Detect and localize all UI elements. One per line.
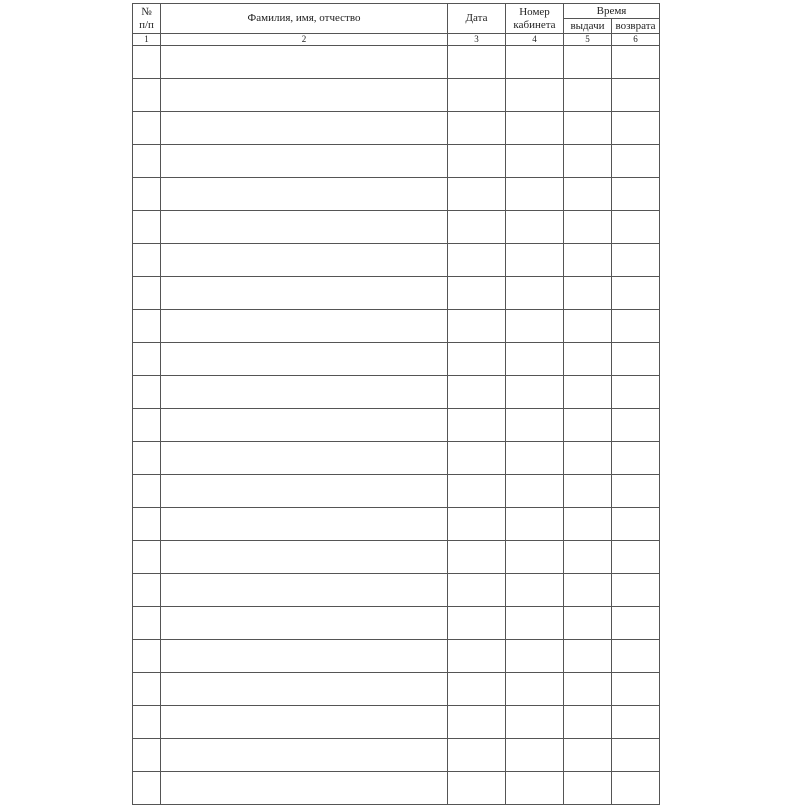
table-row [133, 145, 660, 178]
cell-room [506, 409, 564, 442]
cell-return-time [612, 739, 660, 772]
cell-full-name [161, 442, 448, 475]
table-row [133, 376, 660, 409]
cell-return-time [612, 79, 660, 112]
cell-date [448, 46, 506, 79]
cell-room [506, 640, 564, 673]
table-row [133, 607, 660, 640]
cell-issue-time [564, 739, 612, 772]
cell-date [448, 442, 506, 475]
header-name: Фамилия, имя, отчество [161, 4, 448, 34]
cell-issue-time [564, 508, 612, 541]
cell-return-time [612, 607, 660, 640]
cell-issue-time [564, 673, 612, 706]
cell-return-time [612, 46, 660, 79]
cell-full-name [161, 112, 448, 145]
cell-room [506, 79, 564, 112]
table-row [133, 739, 660, 772]
table-row [133, 673, 660, 706]
table-row [133, 211, 660, 244]
column-number: 1 [133, 34, 161, 46]
cell-date [448, 277, 506, 310]
cell-full-name [161, 343, 448, 376]
header-room-line2: кабинета [513, 18, 556, 31]
header-num-line2: п/п [139, 18, 154, 31]
cell-date [448, 79, 506, 112]
cell-room [506, 244, 564, 277]
cell-number [133, 79, 161, 112]
header-time-return: возврата [612, 19, 660, 34]
cell-full-name [161, 508, 448, 541]
cell-return-time [612, 409, 660, 442]
cell-issue-time [564, 475, 612, 508]
cell-room [506, 475, 564, 508]
cell-issue-time [564, 277, 612, 310]
cell-return-time [612, 211, 660, 244]
cell-number [133, 211, 161, 244]
cell-room [506, 343, 564, 376]
cell-number [133, 376, 161, 409]
cell-number [133, 607, 161, 640]
cell-date [448, 475, 506, 508]
cell-date [448, 706, 506, 739]
header-num [133, 4, 161, 34]
cell-full-name [161, 310, 448, 343]
cell-issue-time [564, 376, 612, 409]
cell-number [133, 706, 161, 739]
cell-full-name [161, 673, 448, 706]
cell-return-time [612, 640, 660, 673]
cell-full-name [161, 541, 448, 574]
table-row [133, 442, 660, 475]
cell-issue-time [564, 541, 612, 574]
table-row [133, 640, 660, 673]
cell-date [448, 244, 506, 277]
cell-date [448, 112, 506, 145]
cell-room [506, 145, 564, 178]
column-number: 5 [564, 34, 612, 46]
cell-return-time [612, 277, 660, 310]
cell-room [506, 508, 564, 541]
table-row [133, 79, 660, 112]
column-number: 2 [161, 34, 448, 46]
cell-issue-time [564, 409, 612, 442]
journal-table [132, 3, 660, 805]
cell-full-name [161, 244, 448, 277]
cell-issue-time [564, 574, 612, 607]
cell-full-name [161, 475, 448, 508]
cell-date [448, 739, 506, 772]
table-row [133, 310, 660, 343]
cell-room [506, 277, 564, 310]
cell-full-name [161, 145, 448, 178]
cell-room [506, 46, 564, 79]
cell-date [448, 310, 506, 343]
column-number: 3 [448, 34, 506, 46]
cell-full-name [161, 79, 448, 112]
cell-return-time [612, 541, 660, 574]
cell-date [448, 508, 506, 541]
cell-return-time [612, 475, 660, 508]
cell-date [448, 178, 506, 211]
cell-date [448, 376, 506, 409]
cell-return-time [612, 508, 660, 541]
cell-return-time [612, 706, 660, 739]
cell-return-time [612, 574, 660, 607]
table-row [133, 112, 660, 145]
table-row [133, 343, 660, 376]
cell-issue-time [564, 607, 612, 640]
cell-number [133, 343, 161, 376]
cell-number [133, 409, 161, 442]
cell-full-name [161, 178, 448, 211]
cell-number [133, 178, 161, 211]
cell-room [506, 112, 564, 145]
cell-number [133, 508, 161, 541]
cell-return-time [612, 244, 660, 277]
cell-number [133, 244, 161, 277]
cell-return-time [612, 145, 660, 178]
table-row [133, 475, 660, 508]
cell-issue-time [564, 46, 612, 79]
column-number: 6 [612, 34, 660, 46]
cell-issue-time [564, 145, 612, 178]
cell-date [448, 673, 506, 706]
cell-issue-time [564, 112, 612, 145]
cell-return-time [612, 376, 660, 409]
header-num-line1: № [141, 6, 152, 19]
cell-room [506, 310, 564, 343]
cell-date [448, 211, 506, 244]
header-time: Время [564, 4, 660, 19]
cell-number [133, 574, 161, 607]
cell-return-time [612, 442, 660, 475]
header-room [506, 4, 564, 34]
cell-number [133, 112, 161, 145]
cell-issue-time [564, 343, 612, 376]
table-row [133, 508, 660, 541]
cell-issue-time [564, 79, 612, 112]
cell-date [448, 343, 506, 376]
header-time-issue: выдачи [564, 19, 612, 34]
cell-room [506, 376, 564, 409]
cell-room [506, 442, 564, 475]
cell-return-time [612, 112, 660, 145]
cell-return-time [612, 343, 660, 376]
cell-room [506, 541, 564, 574]
cell-number [133, 739, 161, 772]
cell-full-name [161, 574, 448, 607]
cell-issue-time [564, 244, 612, 277]
table-row [133, 574, 660, 607]
table-row [133, 706, 660, 739]
cell-room [506, 607, 564, 640]
cell-return-time [612, 310, 660, 343]
cell-full-name [161, 376, 448, 409]
header-date: Дата [448, 4, 506, 34]
cell-number [133, 475, 161, 508]
cell-room [506, 706, 564, 739]
cell-full-name [161, 706, 448, 739]
cell-date [448, 607, 506, 640]
cell-issue-time [564, 211, 612, 244]
cell-number [133, 541, 161, 574]
cell-full-name [161, 277, 448, 310]
cell-room [506, 178, 564, 211]
cell-room [506, 673, 564, 706]
cell-number [133, 277, 161, 310]
table-row [133, 277, 660, 310]
table-row [133, 46, 660, 79]
cell-full-name [161, 409, 448, 442]
cell-room [506, 739, 564, 772]
column-number: 4 [506, 34, 564, 46]
cell-number [133, 145, 161, 178]
cell-full-name [161, 640, 448, 673]
table-row [133, 244, 660, 277]
cell-full-name [161, 46, 448, 79]
table-row [133, 178, 660, 211]
cell-number [133, 46, 161, 79]
cell-issue-time [564, 178, 612, 211]
cell-room [506, 211, 564, 244]
cell-date [448, 541, 506, 574]
cell-date [448, 574, 506, 607]
cell-issue-time [564, 442, 612, 475]
cell-number [133, 640, 161, 673]
column-number-row [133, 34, 660, 46]
cell-number [133, 310, 161, 343]
cell-number [133, 442, 161, 475]
cell-full-name [161, 739, 448, 772]
cell-room [506, 574, 564, 607]
header-row-top [133, 4, 660, 19]
cell-issue-time [564, 310, 612, 343]
cell-number [133, 673, 161, 706]
cell-full-name [161, 607, 448, 640]
cell-issue-time [564, 706, 612, 739]
table-row [133, 541, 660, 574]
cell-date [448, 409, 506, 442]
header-room-line1: Номер [519, 6, 550, 19]
cell-full-name [161, 211, 448, 244]
table-row [133, 409, 660, 442]
cell-date [448, 145, 506, 178]
cell-issue-time [564, 640, 612, 673]
cell-return-time [612, 673, 660, 706]
cell-return-time [612, 178, 660, 211]
cell-date [448, 640, 506, 673]
